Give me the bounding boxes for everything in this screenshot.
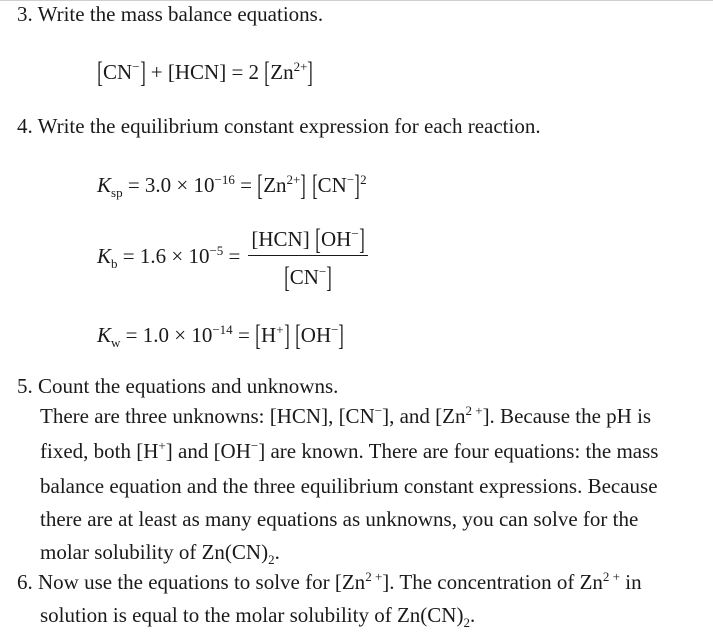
step-5-heading (17, 376, 338, 397)
body-line: balance equation and the three equilibrium constant expressions. Because (40, 474, 658, 498)
kb-fraction (248, 222, 367, 294)
step-number: 5. (17, 374, 33, 398)
ksp-equation: $K_{sp} = 3.0 \times 10^{-16} = [Zn^{2+}]$ $[CN^-]^2$ (97, 169, 367, 202)
kw-equation: $K_w = 1.0 \times 10^{-14} = [H^+]$ [OH−] (97, 319, 345, 352)
step-number: 6. (17, 570, 33, 594)
mass-balance-equation: [CN−] + [HCN] = 2 $[Zn^{2+}]$ (97, 56, 314, 89)
top-rule (0, 0, 713, 1)
step-title: Count the equations and unknowns. (38, 374, 339, 398)
step-number: 4. (17, 114, 33, 138)
step-title: Write the equilibrium constant expression for each reaction. (37, 114, 541, 138)
step-6-body (40, 599, 475, 634)
step-5-body (40, 400, 658, 571)
kb-denominator: [CN−] (284, 261, 333, 294)
kb-equation: $K_b = 1.6 \times 10^{-5}$ = $\frac{[HCN] [OH^-]}{[CN^-]}$ (97, 222, 368, 290)
body-line: solution is equal to the molar solubility of $Zn(CN)_2$. (40, 603, 476, 630)
step-4-heading (17, 116, 541, 137)
step-number: 3. (17, 2, 33, 26)
step-3-heading (17, 4, 323, 25)
step-6-heading: 6. Now use the equations to solve for $[Zn^{2 +}]$. The concentration of $Zn^{2 +}$ in (17, 569, 642, 594)
body-line: molar solubility of $Zn(CN)_2$. (40, 540, 280, 567)
kb-numerator: [HCN] [OH−] (248, 222, 367, 256)
body-line: fixed, both [H+] and [OH−] are known. There are four equations: the mass (40, 438, 659, 463)
body-line: There are three unknowns: [HCN], [CN−], and $[Zn^{2 +}]$. Because the pH is (40, 403, 652, 428)
body-line: there are at least as many equations as unknowns, you can solve for the (40, 507, 639, 531)
step-title: Write the mass balance equations. (37, 2, 324, 26)
